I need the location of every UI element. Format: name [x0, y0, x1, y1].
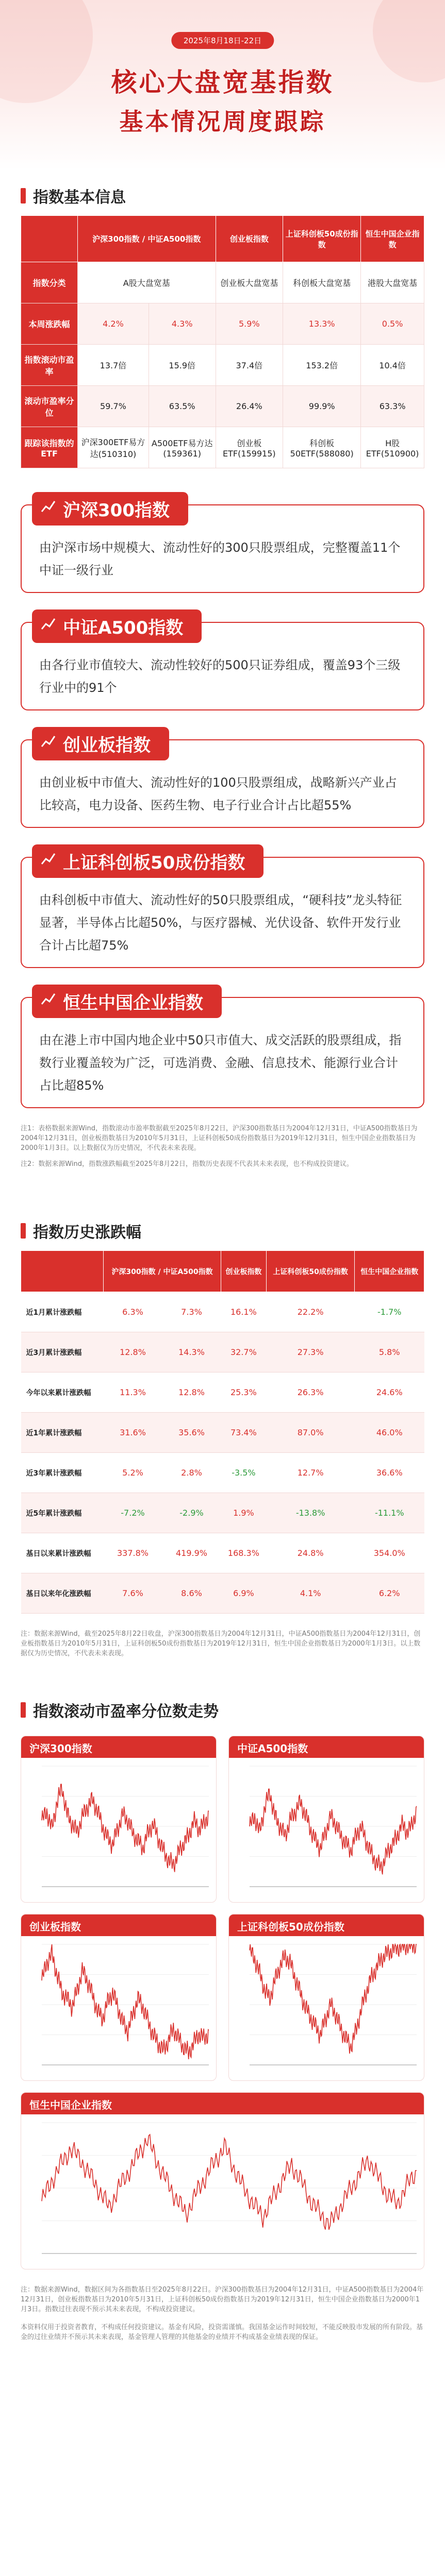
- row-header: 指数滚动市盈率: [21, 345, 78, 386]
- table-cell: -2.9%: [162, 1493, 221, 1533]
- etf-cell: 创业板ETF(159915): [216, 427, 283, 468]
- col-header: 创业板指数: [216, 216, 283, 262]
- table-cell: 2.8%: [162, 1453, 221, 1493]
- chart-card: [228, 1914, 424, 2081]
- page-title-line2: 基本情况周度跟踪: [119, 108, 326, 135]
- table-cell: 26.3%: [266, 1372, 355, 1413]
- table-cell: 36.6%: [355, 1453, 424, 1493]
- col-header: 沪深300指数 / 中证A500指数: [104, 1251, 221, 1292]
- table-cell: 7.6%: [104, 1573, 162, 1614]
- table-row: [21, 1413, 424, 1453]
- section-marker: [21, 188, 26, 204]
- chart-chinext: [21, 1936, 217, 2080]
- chart-icon: [40, 851, 57, 867]
- table-cell: 27.3%: [266, 1332, 355, 1372]
- table-cell: -1.7%: [355, 1292, 424, 1332]
- index-card: [21, 735, 424, 828]
- etf-cell: 沪深300ETF易方达(510310): [78, 427, 149, 468]
- row-header: 近1年累计涨跌幅: [21, 1413, 104, 1453]
- section-history: [0, 1215, 445, 1246]
- series-line: [42, 1944, 209, 2059]
- table-row: [21, 1292, 424, 1332]
- chart-card: [21, 1736, 217, 1903]
- row-header: 基日以来年化涨跌幅: [21, 1573, 104, 1614]
- footnote: 注：数据来源Wind，数据区间为各指数基日至2025年8月22日。沪深300指数基日为2004年12月31日，中证A500指数基日为2004年12月31日，创业板指数基日为2010年5月31日，上证科创板50成份指数基日为2019年12月31日，恒生中国企业指数基日为2000年1月3日。指数过往表现不预示其未来表现，不构成投资建议。: [21, 2286, 424, 2313]
- card-body: 由沪深市场中规模大、流动性好的300只股票组成，完整覆盖11个中证一级行业: [39, 540, 401, 578]
- table-cell: 24.8%: [266, 1533, 355, 1573]
- index-card: [21, 500, 424, 593]
- series-line: [250, 1789, 417, 1874]
- table-cell: 24.6%: [355, 1372, 424, 1413]
- section-pe-trend: [0, 1694, 445, 1725]
- date-range: 2025年8月18日-22日: [171, 32, 274, 49]
- table-cell: 科创板大盘宽基: [283, 262, 361, 303]
- etf-cell: H股ETF(510900): [361, 427, 424, 468]
- row-header: 今年以来累计涨跌幅: [21, 1372, 104, 1413]
- row-header: 近1月累计涨跌幅: [21, 1292, 104, 1332]
- table-row: [21, 1573, 424, 1614]
- table-cell: 创业板大盘宽基: [216, 262, 283, 303]
- table-corner: [21, 1251, 104, 1292]
- table-cell: 32.7%: [221, 1332, 267, 1372]
- table-cell: -11.1%: [355, 1493, 424, 1533]
- col-header: 恒生中国企业指数: [361, 216, 424, 262]
- table-cell: 87.0%: [266, 1413, 355, 1453]
- series-line: [42, 2134, 417, 2230]
- header-banner: [0, 0, 445, 170]
- card-title: [32, 727, 169, 760]
- table-row: [21, 1372, 424, 1413]
- table-cell: 35.6%: [162, 1413, 221, 1453]
- col-header: 恒生中国企业指数: [355, 1251, 424, 1292]
- table-cell: 37.4倍: [216, 345, 283, 386]
- section-marker: [21, 1223, 26, 1239]
- table-cell: 5.8%: [355, 1332, 424, 1372]
- table-cell: -7.2%: [104, 1493, 162, 1533]
- table-cell: 4.3%: [149, 303, 216, 345]
- table-cell: 港股大盘宽基: [361, 262, 424, 303]
- card-body: 由各行业市值较大、流动性较好的500只证券组成，覆盖93个三级行业中的91个: [39, 658, 401, 695]
- chart-title: 恒生中国企业指数: [21, 2093, 424, 2114]
- index-card: [21, 853, 424, 968]
- table-cell: 22.2%: [266, 1292, 355, 1332]
- card-body: 由科创板中市值大、流动性好的50只股票组成，“硬科技”龙头特征显著，半导体占比超50%，与医疗器械、光伏设备、软件开发行业合计占比超75%: [39, 893, 402, 953]
- row-header: 指数分类: [21, 262, 78, 303]
- etf-cell: 科创板50ETF(588080): [283, 427, 361, 468]
- basic-info-table: [21, 215, 424, 468]
- row-header: 滚动市盈率分位: [21, 386, 78, 427]
- card-title-text: 沪深300指数: [63, 500, 170, 521]
- card-body: 由在港上市中国内地企业中50只市值大、成交活跃的股票组成，指数行业覆盖较为广泛，可选消费、金融、信息技术、能源行业合计占比超85%: [39, 1033, 402, 1093]
- row-header: 基日以来累计涨跌幅: [21, 1533, 104, 1573]
- table-cell: 59.7%: [78, 386, 149, 427]
- history-table: [21, 1250, 424, 1614]
- etf-cell: A500ETF易方达(159361): [149, 427, 216, 468]
- section-title: 指数历史涨跌幅: [33, 1224, 141, 1242]
- table-cell: 14.3%: [162, 1332, 221, 1372]
- table-cell: 13.7倍: [78, 345, 149, 386]
- section-marker: [21, 1702, 26, 1718]
- table-cell: 5.9%: [216, 303, 283, 345]
- table-cell: 25.3%: [221, 1372, 267, 1413]
- table-row: [21, 1453, 424, 1493]
- table-cell: 26.4%: [216, 386, 283, 427]
- section-basic-info: [0, 180, 445, 211]
- charts-area: [21, 1736, 424, 2269]
- table-cell: 337.8%: [104, 1533, 162, 1573]
- table-cell: 12.8%: [104, 1332, 162, 1372]
- index-card: [21, 993, 424, 1108]
- table-cell: 6.9%: [221, 1573, 267, 1614]
- table-cell: 6.3%: [104, 1292, 162, 1332]
- section-title: 指数滚动市盈率分位数走势: [33, 1703, 219, 1721]
- card-title: [32, 609, 202, 643]
- table-cell: 12.7%: [266, 1453, 355, 1493]
- chart-card: [21, 2092, 424, 2269]
- chart-card: [21, 1914, 217, 2081]
- table-cell: 10.4倍: [361, 345, 424, 386]
- chart-title: 创业板指数: [21, 1914, 216, 1936]
- table-cell: 16.1%: [221, 1292, 267, 1332]
- table-cell: 1.9%: [221, 1493, 267, 1533]
- table-cell: 73.4%: [221, 1413, 267, 1453]
- table-cell: 8.6%: [162, 1573, 221, 1614]
- row-header: 本周涨跌幅: [21, 303, 78, 345]
- table-cell: 46.0%: [355, 1413, 424, 1453]
- table-cell: 31.6%: [104, 1413, 162, 1453]
- page-title-line1: 核心大盘宽基指数: [111, 67, 334, 97]
- table-corner: [21, 216, 78, 262]
- footnote: 注：数据来源Wind，截至2025年8月22日收盘，沪深300指数基日为2004年12月31日，中证A500指数基日为2004年12月31日，创业板指数基日为2010年5月31日，上证科创板50成份指数基日为2019年12月31日，恒生中国企业指数基日为2000年1月3日。以上数据仅为历史情况，不代表未来表现。: [21, 1630, 421, 1657]
- chart-hscei: [21, 2114, 424, 2269]
- table-cell: 354.0%: [355, 1533, 424, 1573]
- section-title: 指数基本信息: [33, 189, 126, 207]
- chart-icon: [40, 991, 57, 1007]
- card-title-text: 上证科创板50成份指数: [63, 853, 245, 873]
- table-row: [21, 1332, 424, 1372]
- table-cell: 63.3%: [361, 386, 424, 427]
- chart-star50: [229, 1936, 424, 2080]
- card-title-text: 恒生中国企业指数: [63, 993, 203, 1013]
- row-header: 跟踪该指数的ETF: [21, 427, 78, 468]
- table-cell: 6.2%: [355, 1573, 424, 1614]
- table-cell: 419.9%: [162, 1533, 221, 1573]
- table-cell: 7.3%: [162, 1292, 221, 1332]
- index-card: [21, 618, 424, 710]
- card-title: [32, 844, 263, 878]
- table-row: [21, 1533, 424, 1573]
- table-cell: -13.8%: [266, 1493, 355, 1533]
- table-cell: 13.3%: [283, 303, 361, 345]
- row-header: 近5年累计涨跌幅: [21, 1493, 104, 1533]
- table-cell: 168.3%: [221, 1533, 267, 1573]
- table-cell: 99.9%: [283, 386, 361, 427]
- chart-title: 沪深300指数: [21, 1736, 216, 1758]
- table-cell: 5.2%: [104, 1453, 162, 1493]
- chart-hs300: [21, 1758, 217, 1902]
- chart-icon: [40, 616, 57, 632]
- card-title-text: 创业板指数: [63, 735, 151, 756]
- chart-icon: [40, 498, 57, 515]
- card-body: 由创业板中市值大、流动性好的100只股票组成，战略新兴产业占比较高，电力设备、医药生物、电子行业合计占比超55%: [39, 775, 397, 812]
- table-cell: 4.2%: [78, 303, 149, 345]
- col-header: 沪深300指数 / 中证A500指数: [78, 216, 216, 262]
- table-cell: 63.5%: [149, 386, 216, 427]
- series-line: [250, 1944, 417, 2054]
- chart-card: [228, 1736, 424, 1903]
- card-title-text: 中证A500指数: [63, 618, 184, 638]
- chart-title: 中证A500指数: [229, 1736, 424, 1758]
- col-header: 创业板指数: [221, 1251, 267, 1292]
- table-cell: 153.2倍: [283, 345, 361, 386]
- table-cell: 15.9倍: [149, 345, 216, 386]
- table-cell: -3.5%: [221, 1453, 267, 1493]
- chart-a500: [229, 1758, 424, 1902]
- series-line: [42, 1784, 209, 1872]
- card-title: [32, 492, 188, 526]
- row-header: 近3月累计涨跌幅: [21, 1332, 104, 1372]
- col-header: 上证科创板50成份指数: [283, 216, 361, 262]
- footnote: 注2：数据来源Wind，指数涨跌幅截至2025年8月22日，指数历史表现不代表其未来表现，也不构成投资建议。: [21, 1160, 353, 1168]
- disclaimer: 本资料仅用于投资者教育，不构成任何投资建议。基金有风险，投资需谨慎。我国基金运作时间较短，不能反映股市发展的所有阶段。基金的过往业绩并不预示其未来表现，基金管理人管理的其他基金的业绩并不构成基金业绩表现的保证。: [21, 2324, 423, 2341]
- table-cell: 12.8%: [162, 1372, 221, 1413]
- chart-title: 上证科创板50成份指数: [229, 1914, 424, 1936]
- chart-icon: [40, 733, 57, 750]
- table-cell: 4.1%: [266, 1573, 355, 1614]
- row-header: 近3年累计涨跌幅: [21, 1453, 104, 1493]
- table-cell: A股大盘宽基: [78, 262, 216, 303]
- col-header: 上证科创板50成份指数: [266, 1251, 355, 1292]
- table-cell: 0.5%: [361, 303, 424, 345]
- table-cell: 11.3%: [104, 1372, 162, 1413]
- footnote: 注1：表格数据来源Wind，指数滚动市盈率数据截至2025年8月22日，沪深300指数基日为2004年12月31日，中证A500指数基日为2004年12月31日，创业板指数基日为2010年5月31日，上证科创板50成份指数基日为2019年12月31日，恒生中国企业指数基日为2000年1月3日。以上数据仅为历史情况，不代表未来表现。: [21, 1125, 418, 1152]
- table-row: [21, 1493, 424, 1533]
- card-title: [32, 985, 222, 1018]
